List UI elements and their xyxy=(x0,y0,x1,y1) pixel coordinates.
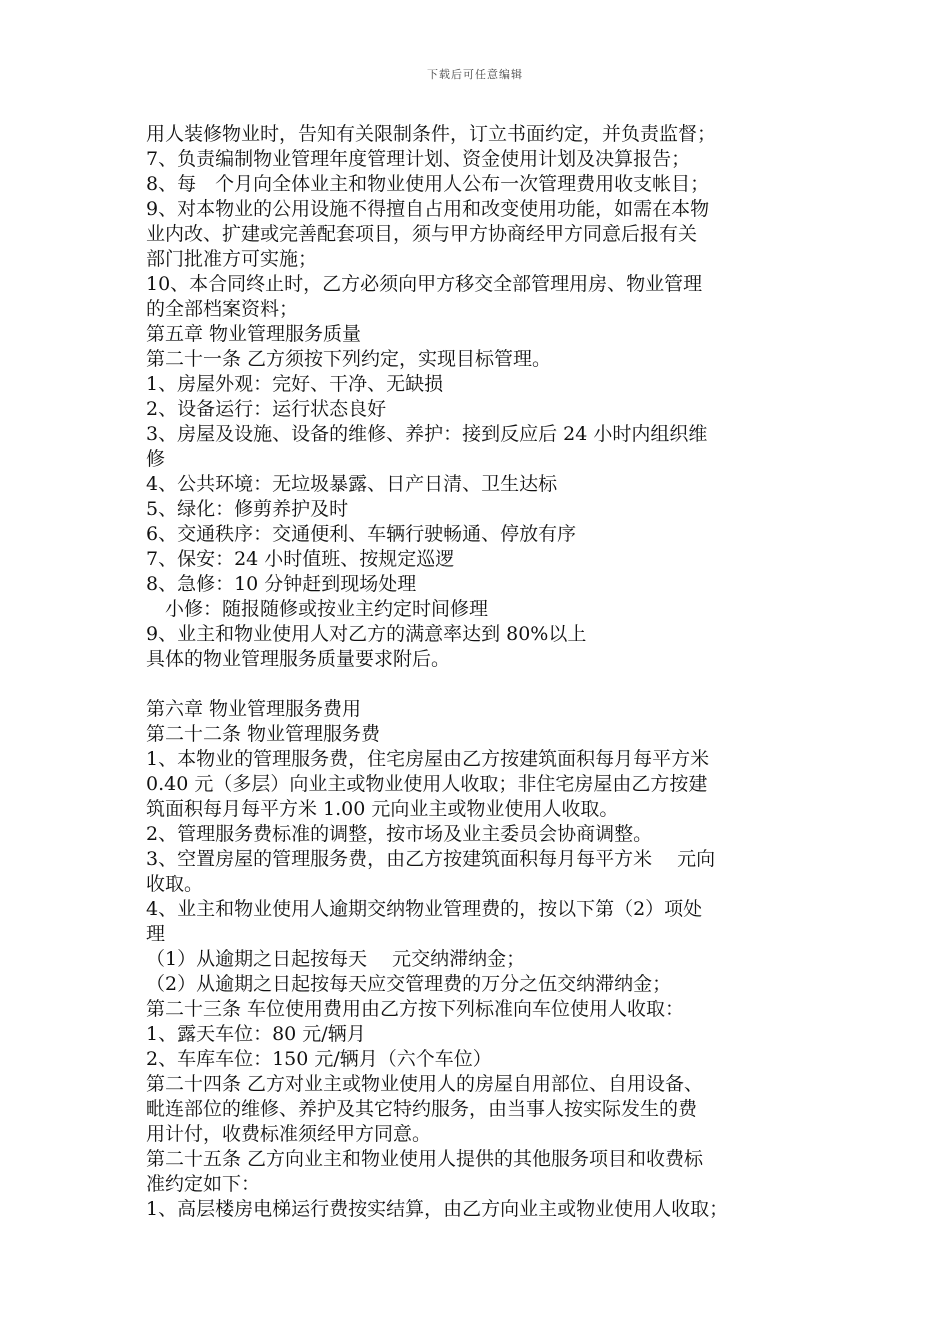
text-line: 部门批准方可实施； xyxy=(146,248,318,270)
text-line: 第二十三条 车位使用费用由乙方按下列标准向车位使用人收取： xyxy=(146,998,685,1020)
document-body xyxy=(146,122,814,1222)
blank-line xyxy=(146,672,814,697)
text-line: 10、本合同终止时，乙方必须向甲方移交全部管理用房、物业管理 xyxy=(146,273,703,295)
text-line: 9、对本物业的公用设施不得擅自占用和改变使用功能，如需在本物 xyxy=(146,198,710,220)
text-line: 1、房屋外观：完好、干净、无缺损 xyxy=(146,373,444,395)
text-line: 9、业主和物业使用人对乙方的满意率达到 80%以上 xyxy=(146,623,587,645)
text-line: 用人装修物业时，告知有关限制条件，订立书面约定，并负责监督； xyxy=(146,123,717,145)
text-line: 第二十四条 乙方对业主或物业使用人的房屋自用部位、自用设备、 xyxy=(146,1073,704,1095)
page-header: 下载后可任意编辑 xyxy=(427,68,523,81)
text-line: 3、房屋及设施、设备的维修、养护：接到反应后 24 小时内组织维 xyxy=(146,423,708,445)
text-line: 7、负责编制物业管理年度管理计划、资金使用计划及决算报告； xyxy=(146,148,691,170)
text-line: 6、交通秩序：交通便利、车辆行驶畅通、停放有序 xyxy=(146,523,577,545)
text-line: 4、业主和物业使用人逾期交纳物业管理费的，按以下第（2）项处 xyxy=(146,898,703,920)
text-line: 准约定如下： xyxy=(146,1173,261,1195)
text-line: 0.40 元（多层）向业主或物业使用人收取；非住宅房屋由乙方按建 xyxy=(146,773,708,795)
text-line: 筑面积每月每平方米 1.00 元向业主或物业使用人收取。 xyxy=(146,798,619,820)
text-line: 8、急修：10 分钟赶到现场处理 xyxy=(146,573,417,595)
text-line: 7、保安：24 小时值班、按规定巡逻 xyxy=(146,548,455,570)
text-line: 2、设备运行：运行状态良好 xyxy=(146,398,387,420)
text-line: 5、绿化：修剪养护及时 xyxy=(146,498,349,520)
text-line: 2、管理服务费标准的调整，按市场及业主委员会协商调整。 xyxy=(146,823,653,845)
text-line: 修 xyxy=(146,448,166,470)
text-line: 毗连部位的维修、养护及其它特约服务，由当事人按实际发生的费 xyxy=(146,1098,698,1120)
text-line: 业内改、扩建或完善配套项目，须与甲方协商经甲方同意后报有关 xyxy=(146,223,698,245)
text-line: 理 xyxy=(146,923,166,945)
text-line: （2）从逾期之日起按每天应交管理费的万分之伍交纳滞纳金； xyxy=(146,973,672,995)
text-line: 1、高层楼房电梯运行费按实结算，由乙方向业主或物业使用人收取； xyxy=(146,1198,729,1220)
text-line: 8、每 个月向全体业主和物业使用人公布一次管理费用收支帐目； xyxy=(146,173,710,195)
text-line: 小修：随报随修或按业主约定时间修理 xyxy=(146,598,489,620)
text-line: 第二十一条 乙方须按下列约定，实现目标管理。 xyxy=(146,348,552,370)
text-line: 第二十五条 乙方向业主和物业使用人提供的其他服务项目和收费标 xyxy=(146,1148,704,1170)
text-line: 4、公共环境：无垃圾暴露、日产日清、卫生达标 xyxy=(146,473,558,495)
text-line: 1、露天车位：80 元/辆月 xyxy=(146,1023,366,1045)
text-line: 3、空置房屋的管理服务费，由乙方按建筑面积每月每平方米 元向 xyxy=(146,848,716,870)
text-line: （1）从逾期之日起按每天 元交纳滞纳金； xyxy=(146,948,526,970)
text-line: 第五章 物业管理服务质量 xyxy=(146,323,362,345)
text-line: 第二十二条 物业管理服务费 xyxy=(146,723,381,745)
text-line: 用计付，收费标准须经甲方同意。 xyxy=(146,1123,432,1145)
text-line: 的全部档案资料； xyxy=(146,298,299,320)
text-line: 具体的物业管理服务质量要求附后。 xyxy=(146,648,451,670)
text-line: 收取。 xyxy=(146,873,204,895)
text-line: 2、车库车位：150 元/辆月（六个车位） xyxy=(146,1048,492,1070)
text-line: 1、本物业的管理服务费，住宅房屋由乙方按建筑面积每月每平方米 xyxy=(146,748,710,770)
text-line: 第六章 物业管理服务费用 xyxy=(146,698,362,720)
